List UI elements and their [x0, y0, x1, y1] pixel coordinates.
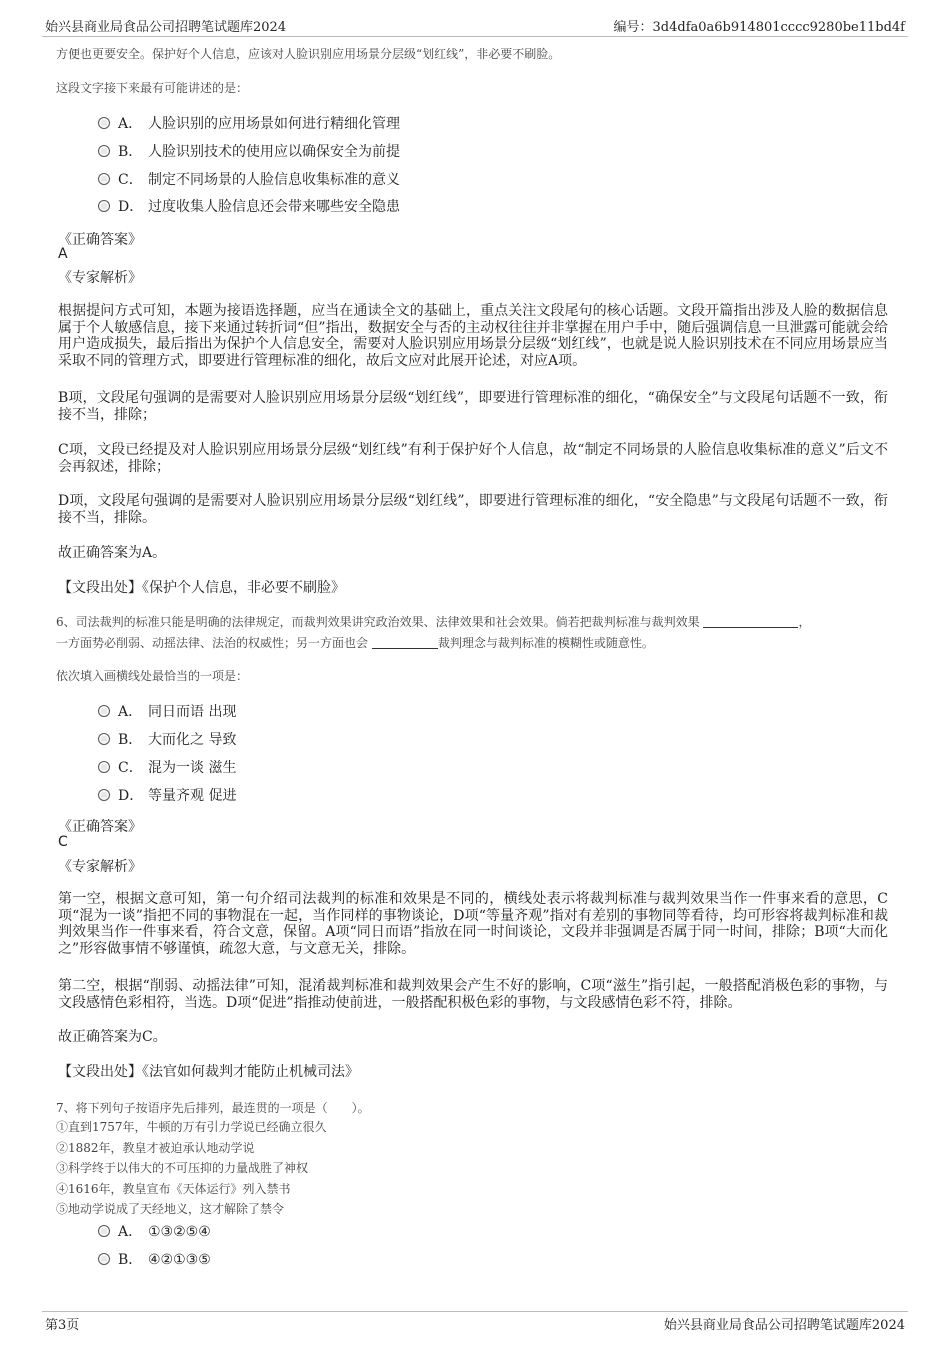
q5-option-c[interactable]: C． 制定不同场景的人脸信息收集标准的意义 [98, 170, 400, 190]
q5-analysis-paragraph-4: D项，文段尾句强调的是需要对人脸识别应用场景分层级“划红线”，即要进行管理标准的细化，“安全隐患”与文段尾句话题不一致，衔接不当，排除。 [58, 493, 888, 526]
q6-answer: C [58, 834, 68, 850]
q7-stem: 7、将下列句子按语序先后排列，最连贯的一项是（ ）。 [56, 1101, 370, 1115]
radio-icon[interactable] [98, 173, 110, 185]
radio-icon[interactable] [98, 117, 110, 129]
q5-analysis-paragraph-1: 根据提问方式可知，本题为接语选择题，应当在通读全文的基础上，重点关注文段尾句的核心话题。文段开篇指出涉及人脸的数据信息属于个人敏感信息，接下来通过转折词“但”指出，数据安全与否的主动权往往并非掌握在用户手中，随后强调信息一旦泄露可能就会给用户造成损失，最后指出为保护个人信息安全，需要对人脸识别应用场景分层级“划红线”，也就是说人脸识别技术在不同应用场景应当采取不同的管理方式，即要进行管理标准的细化，故后文应对此展开论述，对应A项。 [58, 303, 888, 369]
q5-option-a[interactable]: A． 人脸识别的应用场景如何进行精细化管理 [98, 114, 400, 134]
q6-stem: 6、司法裁判的标准只能是明确的法律规定，而裁判效果讲究政治效果、法律效果和社会效果。倘若把裁判标准与裁判效果 ， 一方面势必削弱、动摇法律、法治的权威性；另一方面也会 裁判理念与裁判标准的模糊性或随意性。 [56, 615, 811, 650]
q5-source: 【文段出处】《保护个人信息，非必要不刷脸》 [58, 580, 345, 596]
radio-icon[interactable] [98, 733, 110, 745]
q5-analysis-paragraph-2: B项，文段尾句强调的是需要对人脸识别应用场景分层级“划红线”，即要进行管理标准的细化，“确保安全”与文段尾句话题不一致，衔接不当，排除； [58, 390, 888, 423]
q7-item-4: ④1616年，教皇宣布《天体运行》列入禁书 [56, 1182, 291, 1196]
q5-analysis-conclusion: 故正确答案为A。 [58, 545, 167, 561]
radio-icon[interactable] [98, 789, 110, 801]
q6-source: 【文段出处】《法官如何裁判才能防止机械司法》 [58, 1064, 359, 1080]
fill-blank-2[interactable] [372, 636, 438, 649]
q5-analysis-label: 《专家解析》 [58, 270, 142, 286]
q6-analysis-conclusion: 故正确答案为C。 [58, 1029, 167, 1045]
radio-icon[interactable] [98, 145, 110, 157]
q6-answer-label: 《正确答案》 [58, 819, 142, 835]
q6-option-a[interactable]: A． 同日而语 出现 [98, 702, 236, 722]
radio-icon[interactable] [98, 705, 110, 717]
document-code-label: 编号： [613, 20, 653, 35]
radio-icon[interactable] [98, 1225, 110, 1237]
header-title: 始兴县商业局食品公司招聘笔试题库2024 [45, 20, 287, 35]
header-divider [42, 36, 908, 37]
fill-blank-1[interactable] [703, 615, 798, 628]
radio-icon[interactable] [98, 200, 110, 212]
radio-icon[interactable] [98, 1253, 110, 1265]
q6-option-c[interactable]: C． 混为一谈 滋生 [98, 758, 236, 778]
q5-answer: A [58, 246, 68, 262]
footer-divider [42, 1311, 908, 1312]
q7-item-2: ②1882年，教皇才被迫承认地动学说 [56, 1141, 255, 1155]
q5-passage-tail: 方便也更要安全。保护好个人信息，应该对人脸识别应用场景分层级“划红线”，非必要不刷脸。 [56, 47, 561, 61]
q5-analysis-paragraph-3: C项，文段已经提及对人脸识别应用场景分层级“划红线”有利于保护好个人信息，故“制定不同场景的人脸信息收集标准的意义”后文不会再叙述，排除； [58, 442, 888, 475]
q5-option-d[interactable]: D． 过度收集人脸信息还会带来哪些安全隐患 [98, 197, 400, 217]
q7-item-1: ①直到1757年，牛顿的万有引力学说已经确立很久 [56, 1120, 327, 1134]
q6-analysis-label: 《专家解析》 [58, 859, 142, 875]
q5-answer-label: 《正确答案》 [58, 232, 142, 248]
page-number: 第3页 [45, 1318, 80, 1333]
q6-option-d[interactable]: D． 等量齐观 促进 [98, 786, 236, 806]
q7-option-a[interactable]: A． ①③②⑤④ [98, 1222, 211, 1242]
q7-item-5: ⑤地动学说成了天经地义，这才解除了禁令 [56, 1202, 285, 1216]
document-code [614, 16, 906, 35]
q6-prompt: 依次填入画横线处最恰当的一项是： [56, 669, 249, 683]
q6-analysis-paragraph-2: 第二空，根据“削弱、动摇法律”可知，混淆裁判标准和裁判效果会产生不好的影响，C项“滋生”指引起，一般搭配消极色彩的事物，与文段感情色彩相符，当选。D项“促进”指推动使前进，一般搭配积极色彩的事物，与文段感情色彩不符，排除。 [58, 978, 888, 1011]
q7-option-b[interactable]: B． ④②①③⑤ [98, 1250, 211, 1270]
q7-item-3: ③科学终于以伟大的不可压抑的力量战胜了神权 [56, 1161, 309, 1175]
footer-title: 始兴县商业局食品公司招聘笔试题库2024 [663, 1318, 905, 1333]
q5-option-b[interactable]: B． 人脸识别技术的使用应以确保安全为前提 [98, 142, 400, 162]
document-code-value: 3d4dfa0a6b914801cccc9280be11bd4f [652, 20, 905, 35]
q5-prompt: 这段文字接下来最有可能讲述的是： [56, 81, 249, 95]
q6-analysis-paragraph-1: 第一空，根据文意可知，第一句介绍司法裁判的标准和效果是不同的，横线处表示将裁判标准与裁判效果当作一件事来看的意思，C项“混为一谈”指把不同的事物混在一起，当作同样的事物谈论，D项“等量齐观”指对有差别的事物同等看待，均可形容将裁判标准和裁判效果当作一件事来看，符合文意，保留。A项“同日而语”指放在同一时间谈论，文段并非强调是否属于同一时间，排除；B项“大而化之”形容做事情不够谨慎，疏忽大意，与文意无关，排除。 [58, 891, 888, 957]
q6-option-b[interactable]: B． 大而化之 导致 [98, 730, 236, 750]
radio-icon[interactable] [98, 761, 110, 773]
